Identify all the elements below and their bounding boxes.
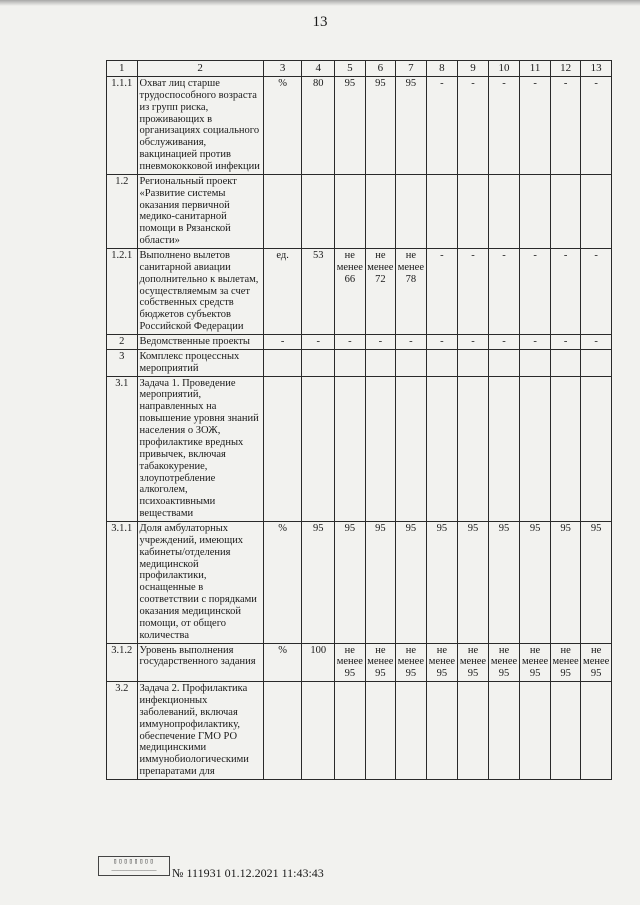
table-cell-col-13: - [581, 77, 612, 175]
table-cell-col-6: 95 [365, 521, 396, 643]
table-row [107, 682, 612, 780]
row-description: Комплекс процессных мероприятий [137, 349, 263, 376]
table-row [107, 174, 612, 248]
table-cell-col-6: не менее 95 [365, 643, 396, 682]
table-cell-col-4: 80 [302, 77, 335, 175]
table-cell-col-4 [302, 349, 335, 376]
table-cell-col-9: - [458, 335, 489, 350]
table-cell-col-7: 95 [396, 77, 427, 175]
table-cell-col-6: 95 [365, 77, 396, 175]
row-description: Уровень выполнения государственного задания [137, 643, 263, 682]
table-cell-col-12: - [550, 77, 581, 175]
table-cell-col-10: - [488, 335, 520, 350]
registration-stamp: ▯▯▯▯▯▯▯▯ _______________ [98, 856, 170, 876]
document-id-text: 111931 01.12.2021 11:43:43 [186, 866, 324, 880]
table-cell-col-10 [488, 174, 520, 248]
table-cell-col-3: % [263, 643, 302, 682]
table-cell-col-4: 95 [302, 521, 335, 643]
table-row [107, 349, 612, 376]
table-cell-col-13 [581, 682, 612, 780]
table-cell-col-10: - [488, 77, 520, 175]
table-cell-col-9: - [458, 249, 489, 335]
row-number: 3 [107, 349, 138, 376]
table-cell-col-13 [581, 349, 612, 376]
table-cell-col-7: не менее 95 [396, 643, 427, 682]
table-cell-col-7 [396, 349, 427, 376]
indicators-table [106, 60, 612, 780]
table-cell-col-12: 95 [550, 521, 581, 643]
table-cell-col-13 [581, 174, 612, 248]
table-cell-col-9 [458, 376, 489, 521]
row-number: 3.2 [107, 682, 138, 780]
table-cell-col-3: % [263, 521, 302, 643]
column-header-6: 6 [365, 61, 396, 77]
table-cell-col-7 [396, 682, 427, 780]
page-number: 13 [312, 14, 328, 30]
table-cell-col-9: 95 [458, 521, 489, 643]
column-header-3: 3 [263, 61, 302, 77]
table-row [107, 249, 612, 335]
row-number: 1.2 [107, 174, 138, 248]
table-cell-col-11 [520, 376, 551, 521]
row-description: Ведомственные проекты [137, 335, 263, 350]
table-cell-col-5: - [335, 335, 366, 350]
table-cell-col-7: - [396, 335, 427, 350]
table-cell-col-7: не менее 78 [396, 249, 427, 335]
column-header-5: 5 [335, 61, 366, 77]
row-description: Доля амбулаторных учреждений, имеющих кабинеты/отделения медицинской профилактики, оснащенные в соответствии с порядками оказания медицинской помощи, от общего количества [137, 521, 263, 643]
column-header-8: 8 [426, 61, 458, 77]
table-cell-col-11: 95 [520, 521, 551, 643]
table-cell-col-5: 95 [335, 521, 366, 643]
table-row [107, 335, 612, 350]
table-cell-col-5: не менее 95 [335, 643, 366, 682]
table-cell-col-8: 95 [426, 521, 458, 643]
table-cell-col-10: - [488, 249, 520, 335]
table-cell-col-12: - [550, 335, 581, 350]
table-cell-col-11 [520, 682, 551, 780]
table-cell-col-6: не менее 72 [365, 249, 396, 335]
table-cell-col-12 [550, 682, 581, 780]
table-cell-col-13: - [581, 249, 612, 335]
table-cell-col-9: - [458, 77, 489, 175]
table-cell-col-5: не менее 66 [335, 249, 366, 335]
table-row [107, 643, 612, 682]
column-header-7: 7 [396, 61, 427, 77]
table-cell-col-3 [263, 682, 302, 780]
table-cell-col-5 [335, 349, 366, 376]
table-cell-col-9: не менее 95 [458, 643, 489, 682]
table-cell-col-12 [550, 174, 581, 248]
row-number: 1.1.1 [107, 77, 138, 175]
column-header-10: 10 [488, 61, 520, 77]
table-cell-col-5 [335, 174, 366, 248]
table-cell-col-4 [302, 682, 335, 780]
row-description: Охват лиц старше трудоспособного возраста из групп риска, проживающих в организациях социального обслуживания, вакцинацией против пневмококковой инфекции [137, 77, 263, 175]
table-cell-col-12: - [550, 249, 581, 335]
table-cell-col-4 [302, 174, 335, 248]
table-cell-col-9 [458, 174, 489, 248]
column-header-13: 13 [581, 61, 612, 77]
table-cell-col-4: 100 [302, 643, 335, 682]
table-cell-col-13 [581, 376, 612, 521]
column-header-1: 1 [107, 61, 138, 77]
table-cell-col-8: - [426, 335, 458, 350]
table-cell-col-7: 95 [396, 521, 427, 643]
row-number: 3.1.2 [107, 643, 138, 682]
table-cell-col-13: 95 [581, 521, 612, 643]
table-cell-col-11: - [520, 335, 551, 350]
table-cell-col-3 [263, 174, 302, 248]
table-header-row [107, 61, 612, 77]
table-cell-col-4: 53 [302, 249, 335, 335]
row-number: 3.1 [107, 376, 138, 521]
table-cell-col-12 [550, 349, 581, 376]
table-cell-col-3: % [263, 77, 302, 175]
table-cell-col-6: - [365, 335, 396, 350]
column-header-4: 4 [302, 61, 335, 77]
table-cell-col-13: не менее 95 [581, 643, 612, 682]
table-cell-col-11: - [520, 249, 551, 335]
row-description: Выполнено вылетов санитарной авиации дополнительно к вылетам, осуществляемым за счет собственных средств бюджетов субъектов Российской Федерации [137, 249, 263, 335]
table-row [107, 77, 612, 175]
row-number: 1.2.1 [107, 249, 138, 335]
table-cell-col-13: - [581, 335, 612, 350]
table-cell-col-4: - [302, 335, 335, 350]
table-cell-col-9 [458, 349, 489, 376]
table-cell-col-7 [396, 174, 427, 248]
row-number: 2 [107, 335, 138, 350]
table-cell-col-5 [335, 376, 366, 521]
table-cell-col-11 [520, 349, 551, 376]
table-cell-col-10 [488, 349, 520, 376]
table-cell-col-6 [365, 376, 396, 521]
table-row [107, 521, 612, 643]
table-cell-col-8: - [426, 249, 458, 335]
table-cell-col-8 [426, 682, 458, 780]
row-number: 3.1.1 [107, 521, 138, 643]
table-cell-col-8: не менее 95 [426, 643, 458, 682]
table-cell-col-8 [426, 174, 458, 248]
column-header-9: 9 [458, 61, 489, 77]
table-cell-col-12 [550, 376, 581, 521]
column-header-12: 12 [550, 61, 581, 77]
table-cell-col-8: - [426, 77, 458, 175]
footer [98, 852, 518, 892]
document-id [172, 866, 324, 881]
row-description: Региональный проект «Развитие системы оказания первичной медико-санитарной помощи в Рязанской области» [137, 174, 263, 248]
table-cell-col-7 [396, 376, 427, 521]
table-cell-col-11 [520, 174, 551, 248]
table-cell-col-3: ед. [263, 249, 302, 335]
table-cell-col-5 [335, 682, 366, 780]
table-cell-col-4 [302, 376, 335, 521]
table-cell-col-11: - [520, 77, 551, 175]
table-cell-col-3: - [263, 335, 302, 350]
table-cell-col-12: не менее 95 [550, 643, 581, 682]
table-cell-col-5: 95 [335, 77, 366, 175]
table-cell-col-6 [365, 349, 396, 376]
table-cell-col-8 [426, 349, 458, 376]
column-header-11: 11 [520, 61, 551, 77]
scan-edge [0, 0, 640, 8]
column-header-2: 2 [137, 61, 263, 77]
table-cell-col-11: не менее 95 [520, 643, 551, 682]
table-cell-col-3 [263, 349, 302, 376]
row-description: Задача 2. Профилактика инфекционных заболеваний, включая иммунопрофилактику, обеспечение ГМО РО медицинскими иммунобиологическими препаратами для [137, 682, 263, 780]
table-row [107, 376, 612, 521]
table-cell-col-6 [365, 174, 396, 248]
document-id-mark: № [172, 866, 187, 880]
table-cell-col-8 [426, 376, 458, 521]
table-cell-col-10: 95 [488, 521, 520, 643]
table-cell-col-6 [365, 682, 396, 780]
table-cell-col-3 [263, 376, 302, 521]
table-cell-col-10: не менее 95 [488, 643, 520, 682]
table-cell-col-10 [488, 376, 520, 521]
table-cell-col-9 [458, 682, 489, 780]
row-description: Задача 1. Проведение мероприятий, направленных на повышение уровня знаний населения о ЗОЖ, профилактике вредных привычек, включая табакокурение, злоупотребление алкоголем, психоактивными веществами [137, 376, 263, 521]
table-cell-col-10 [488, 682, 520, 780]
